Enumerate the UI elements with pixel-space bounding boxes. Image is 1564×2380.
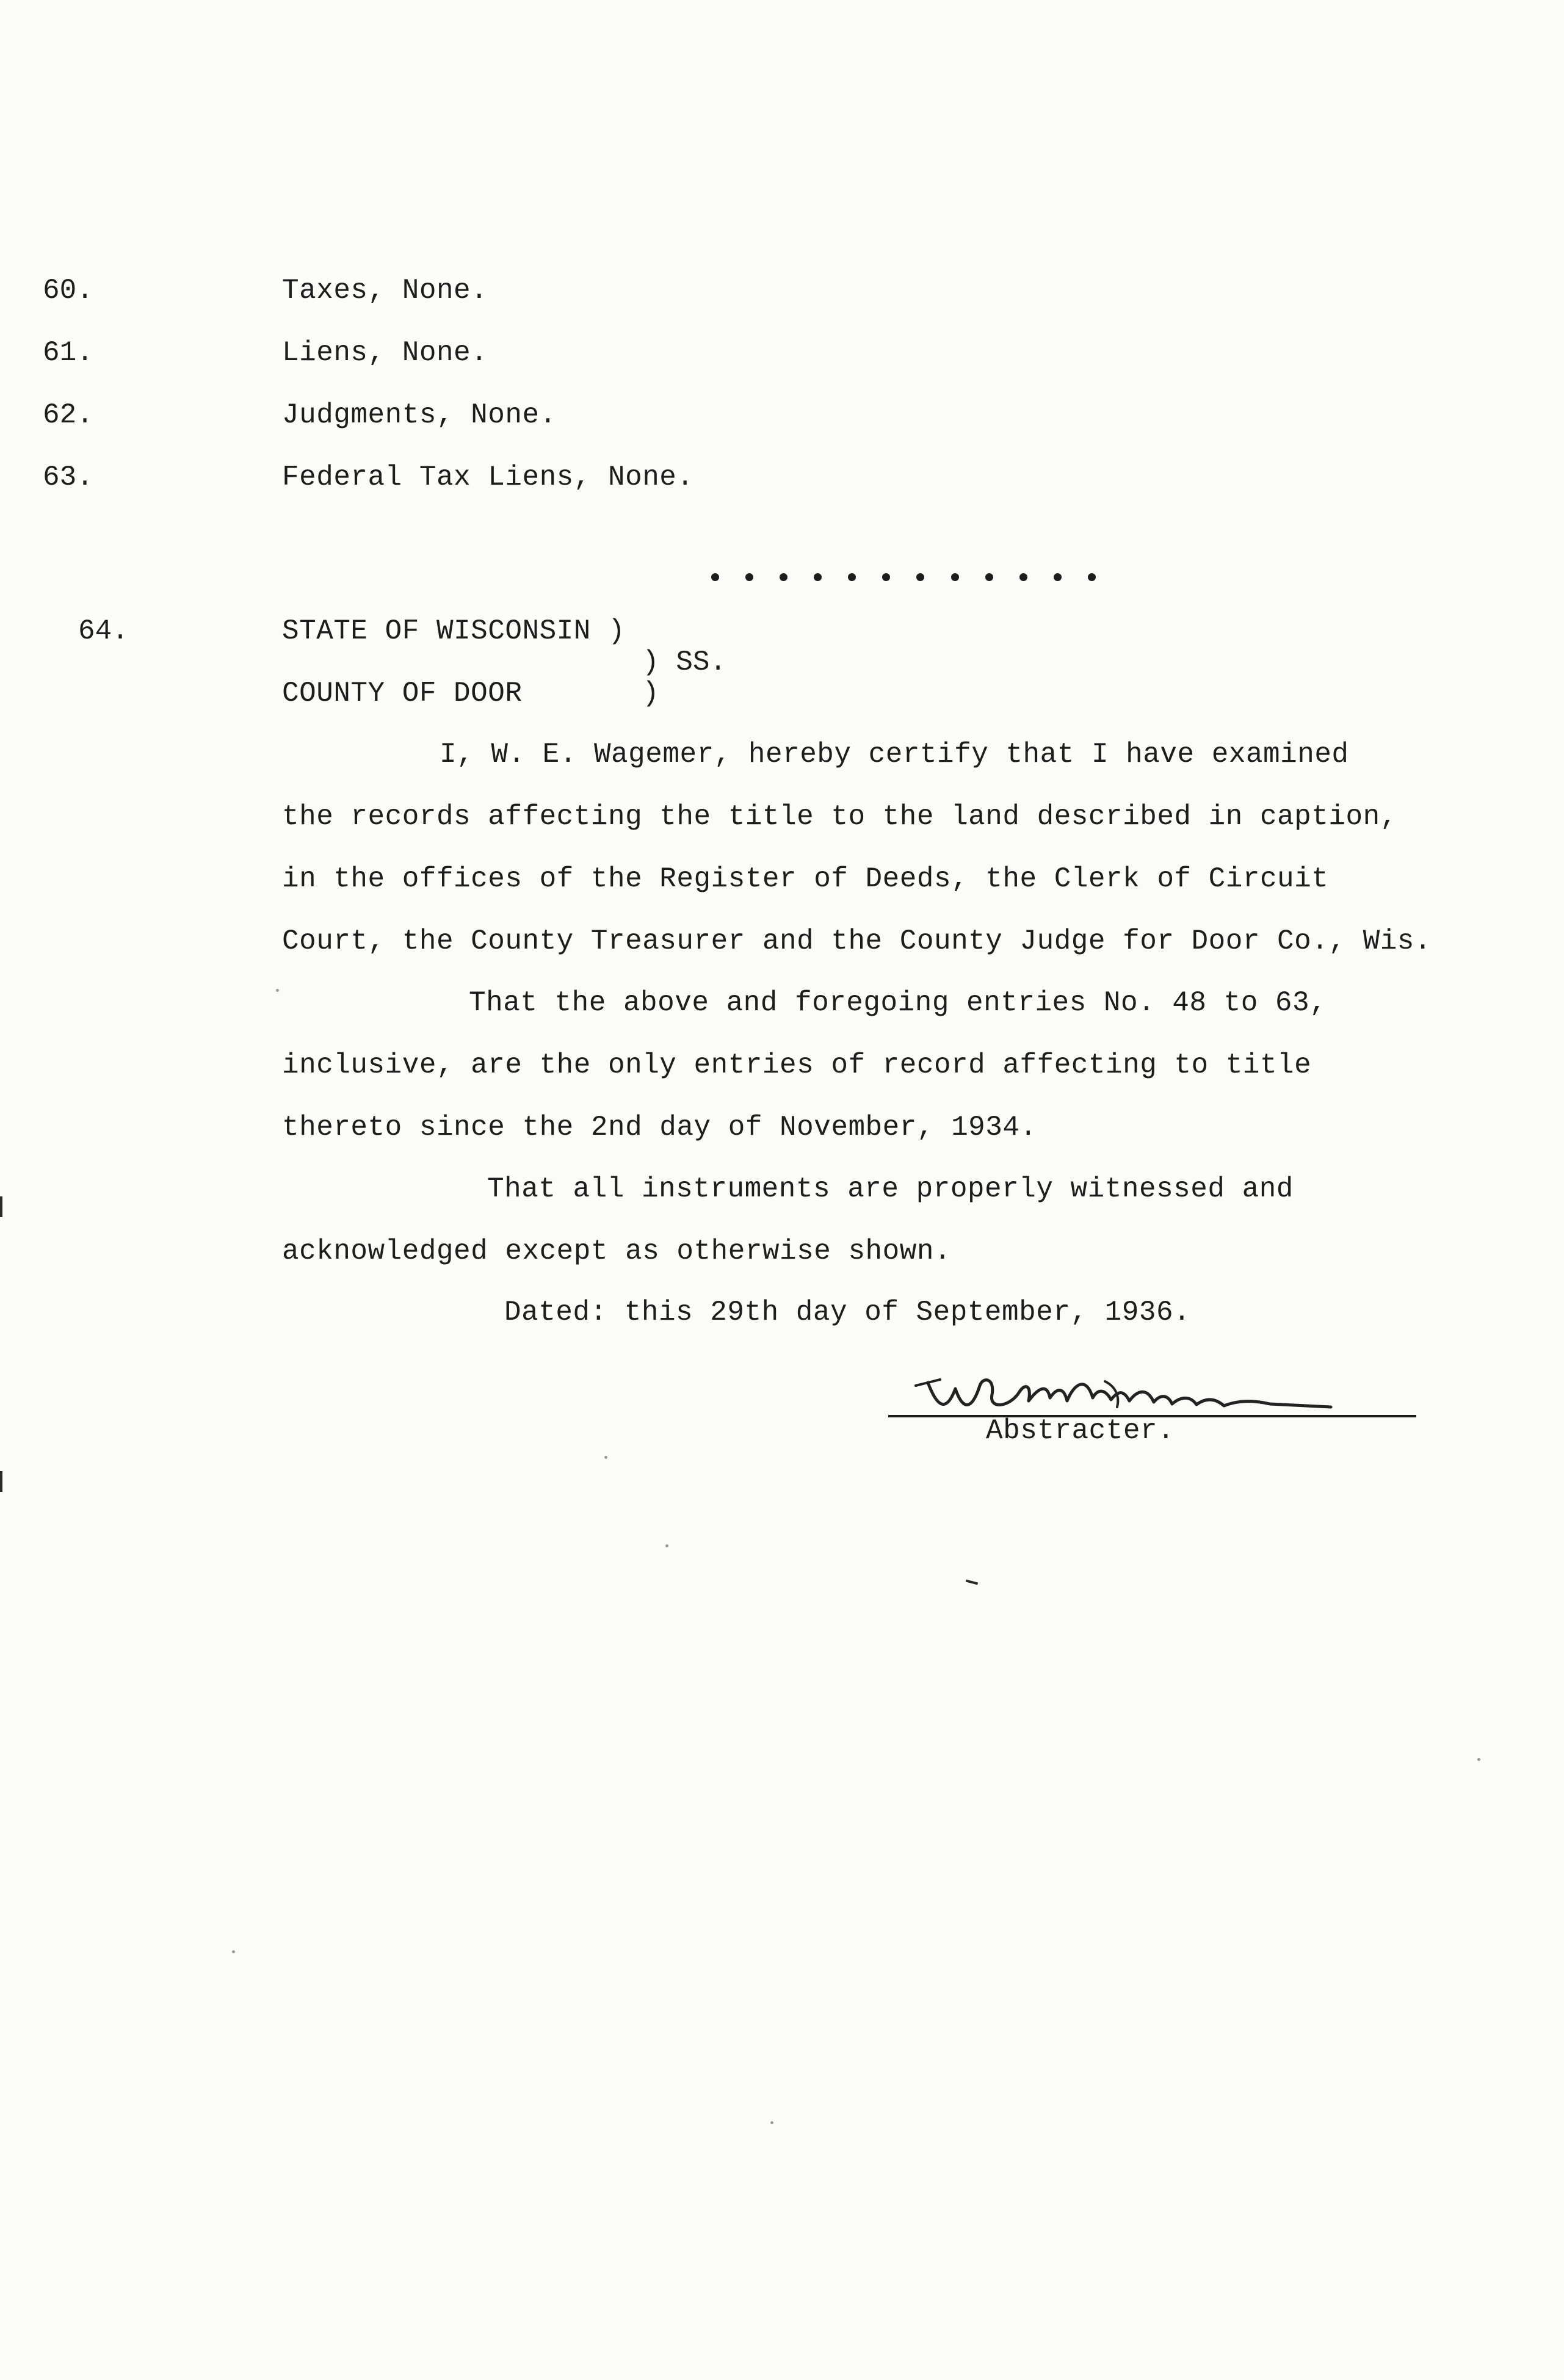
venue-brace: ) [642, 678, 659, 709]
dotted-separator [711, 565, 1096, 589]
entry-number: 64. [78, 615, 129, 647]
entry-number: 62. [43, 399, 93, 431]
scan-speck [1477, 1758, 1480, 1761]
entry-text: Judgments, None. [282, 399, 557, 431]
entry-number: 60. [43, 275, 93, 306]
cert-line: Court, the County Treasurer and the County Judge for Door Co., Wis. [282, 925, 1432, 957]
scan-speck [276, 989, 279, 992]
cert-line: I, W. E. Wagemer, hereby certify that I have examined [440, 739, 1349, 770]
scan-speck [232, 1950, 235, 1953]
scan-mark [0, 1471, 2, 1492]
scan-speck [665, 1544, 668, 1547]
cert-line: in the offices of the Register of Deeds, the Clerk of Circuit [282, 863, 1329, 895]
cert-line: the records affecting the title to the land described in caption, [282, 801, 1397, 833]
cert-line: That all instruments are properly witnessed and [487, 1173, 1294, 1205]
signer-title: Abstracter. [986, 1415, 1175, 1447]
venue-county: COUNTY OF DOOR [282, 678, 523, 709]
cert-line: That the above and foregoing entries No. 48 to 63, [469, 987, 1327, 1019]
dated-line: Dated: this 29th day of September, 1936. [504, 1297, 1191, 1328]
cert-line: acknowledged except as otherwise shown. [282, 1235, 952, 1267]
venue-state: STATE OF WISCONSIN ) [282, 615, 626, 647]
entry-text: Taxes, None. [282, 275, 488, 306]
scan-mark [0, 1196, 2, 1217]
scan-mark [966, 1579, 978, 1585]
cert-line: thereto since the 2nd day of November, 1934. [282, 1112, 1037, 1143]
entry-text: Federal Tax Liens, None. [282, 461, 694, 493]
scan-speck [604, 1456, 607, 1459]
venue-ss: ) SS. [642, 646, 727, 678]
scan-speck [770, 2121, 773, 2124]
entry-number: 61. [43, 337, 93, 369]
entry-number: 63. [43, 461, 93, 493]
cert-line: inclusive, are the only entries of record affecting to title [282, 1049, 1312, 1081]
entry-text: Liens, None. [282, 337, 488, 369]
